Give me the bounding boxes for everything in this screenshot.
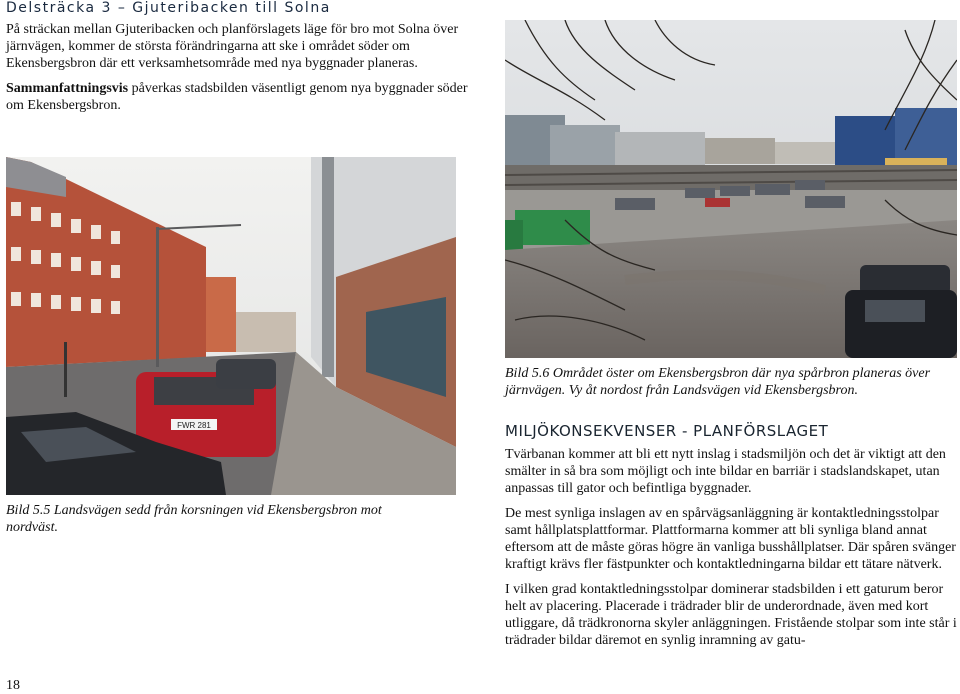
intro-paragraph: På sträckan mellan Gjuteribacken och planförslagets läge för bro mot Solna över järnvägen, kommer de största förändringarna att ske i området söder om Ekensbergsbron där ett verksamhetsområde med nya byggnader planeras. [6, 22, 459, 71]
caption-bild-5-6: Bild 5.6 Området öster om Ekensbergsbron där nya spårbron planeras över järnvägen. Vy åt nordost från Landsvägen vid Ekensbergsbron. [505, 366, 931, 398]
summary-rest: påverkas stadsbilden väsentligt genom nya byggnader söder om Ekensbergsbron. [6, 81, 468, 113]
page-number: 18 [6, 678, 20, 693]
section-title: MILJÖKONSEKVENSER - PLANFÖRSLAGET [505, 422, 829, 440]
summary-bold: Sammanfattningsvis [6, 81, 129, 96]
intro-text [6, 21, 476, 122]
body-paragraph: De mest synliga inslagen av en spårvägsanläggning är kontaktledningsstolpar samt hållplatsplattformar. Plattformarna kommer att bli synliga bland annat eftersom att de måste göras högre än vanliga busshållplatser. Där spåren svänger kraftigt krävs fler fästpunkter och kontaktledningarna bildar ett tätare nätverk. [505, 506, 956, 572]
summary-paragraph [6, 80, 476, 114]
photo-parking-area [505, 20, 957, 358]
section-heading: Delsträcka 3 – Gjuteribacken till Solna [6, 0, 331, 16]
body-paragraph: I vilken grad kontaktledningsstolpar dominerar stadsbilden i ett gaturum beror helt av placering. Placerade i trädrader blir de underordnade, även med kort utliggare, då trädkronorna skyler anläggningen. Fristående stolpar som inte står i trädrader bildar däremot en synlig inramning av gatu- [505, 582, 957, 648]
section-body [505, 446, 957, 657]
photo-street-view [6, 157, 456, 495]
license-plate-text: FWR 281 [177, 421, 211, 430]
caption-bild-5-5: Bild 5.5 Landsvägen sedd från korsningen vid Ekensbergsbron mot nordväst. [6, 503, 382, 535]
body-paragraph: Tvärbanan kommer att bli ett nytt inslag i stadsmiljön och det är viktigt att den smälter in så bra som möjligt och inte bildar en barriär i stadslandskapet, utan anpassas till gator och befintliga byggnader. [505, 447, 946, 496]
